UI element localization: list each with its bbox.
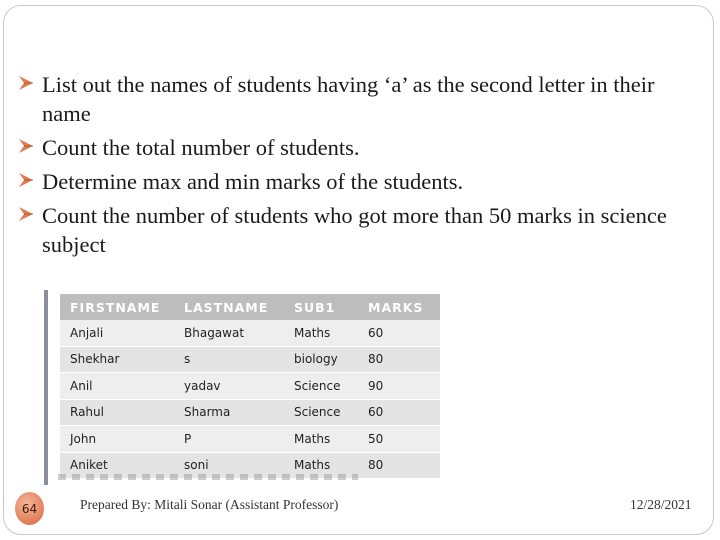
bullet-arrow-icon — [16, 169, 38, 191]
cell-lastname: soni — [174, 452, 284, 479]
cell-firstname: Anil — [60, 373, 174, 400]
bullet-arrow-icon — [16, 203, 38, 225]
cell-marks: 60 — [358, 399, 440, 426]
bullet-item — [14, 167, 704, 196]
page-number: 64 — [21, 501, 38, 516]
bullet-item — [14, 133, 704, 162]
cell-lastname: Sharma — [174, 399, 284, 426]
cell-firstname: John — [60, 426, 174, 453]
cell-sub1: Maths — [284, 426, 358, 453]
bullet-text: Count the number of students who got more than 50 marks in science subject — [42, 203, 667, 257]
cell-sub1: Science — [284, 373, 358, 400]
page-number-badge — [15, 492, 44, 525]
cell-sub1: biology — [284, 346, 358, 373]
bullet-item — [14, 70, 704, 128]
cell-firstname: Anjali — [60, 320, 174, 346]
cell-lastname: s — [174, 346, 284, 373]
table-row — [60, 399, 440, 426]
column-header-marks: MARKS — [358, 294, 440, 320]
footer-author: Prepared By: Mitali Sonar (Assistant Professor) — [80, 497, 339, 512]
cell-sub1: Science — [284, 399, 358, 426]
bullet-text: List out the names of students having ‘a’ as the second letter in their name — [42, 72, 655, 126]
cell-lastname: P — [174, 426, 284, 453]
table-row — [60, 346, 440, 373]
footer-date: 12/28/2021 — [630, 497, 692, 512]
table-row — [60, 320, 440, 346]
bullet-arrow-icon — [16, 72, 38, 94]
column-header-firstname: FIRSTNAME — [60, 294, 174, 320]
bullet-list — [14, 70, 704, 264]
table-screenshot — [44, 290, 440, 485]
table-row — [60, 426, 440, 453]
students-table — [60, 294, 440, 479]
column-header-sub1: SUB1 — [284, 294, 358, 320]
cell-marks: 90 — [358, 373, 440, 400]
cell-marks: 80 — [358, 346, 440, 373]
bullet-text: Count the total number of students. — [42, 135, 360, 160]
cell-firstname: Shekhar — [60, 346, 174, 373]
cell-marks: 80 — [358, 452, 440, 479]
cropped-text-edge — [58, 474, 358, 480]
cell-firstname: Rahul — [60, 399, 174, 426]
table-row — [60, 373, 440, 400]
cell-lastname: Bhagawat — [174, 320, 284, 346]
cell-sub1: Maths — [284, 320, 358, 346]
bullet-item — [14, 201, 704, 259]
cell-marks: 60 — [358, 320, 440, 346]
cell-firstname: Aniket — [60, 452, 174, 479]
cell-lastname: yadav — [174, 373, 284, 400]
cell-sub1: Maths — [284, 452, 358, 479]
bullet-text: Determine max and min marks of the students. — [42, 169, 464, 194]
bullet-arrow-icon — [16, 135, 38, 157]
column-header-lastname: LASTNAME — [174, 294, 284, 320]
table-header-row — [60, 294, 440, 320]
cell-marks: 50 — [358, 426, 440, 453]
